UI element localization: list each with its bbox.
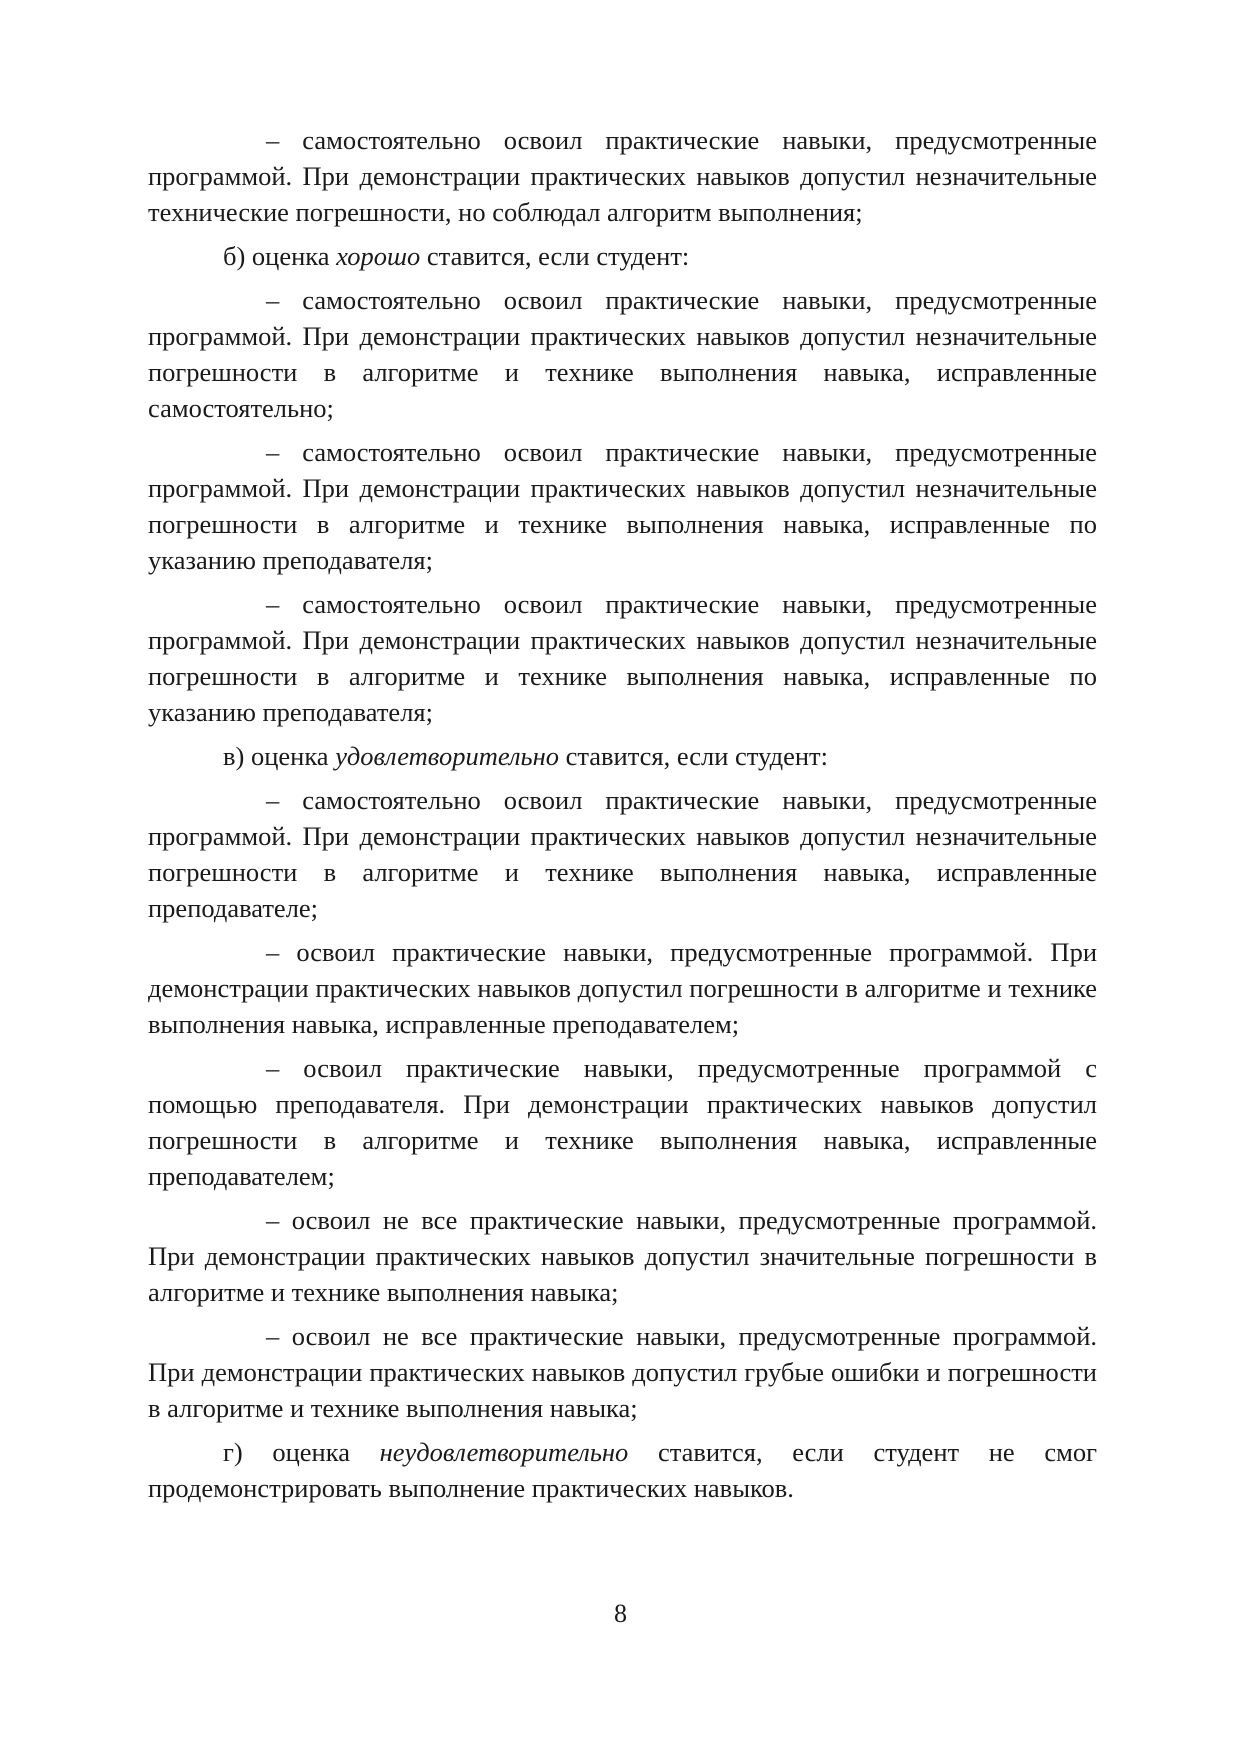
criterion-item: – самостоятельно освоил практические навыки, предусмотренные программой. При демонстрации практических навыков допустил незначительные погрешности в алгоритме и технике выполнения навыка, исправленные преподавателе; bbox=[148, 785, 1097, 923]
grade-heading-prefix: в) оценка bbox=[223, 741, 336, 771]
criterion-item: – самостоятельно освоил практические навыки, предусмотренные программой. При демонстрации практических навыков допустил незначительные погрешности в алгоритме и технике выполнения навыка, исправленные самостоятельно; bbox=[148, 285, 1097, 423]
grade-heading-unsatisfactory bbox=[148, 1434, 1097, 1506]
page-number: 8 bbox=[614, 1599, 627, 1628]
grade-heading-suffix: ставится, если студент: bbox=[420, 241, 690, 271]
criterion-item: – самостоятельно освоил практические навыки, предусмотренные программой. При демонстрации практических навыков допустил незначительные погрешности в алгоритме и технике выполнения навыка, исправленные по указанию преподавателя; bbox=[148, 437, 1097, 575]
criterion-item: – освоил не все практические навыки, предусмотренные программой. При демонстрации практических навыков допустил грубые ошибки и погрешности в алгоритме и технике выполнения навыка; bbox=[148, 1321, 1097, 1423]
criterion-item: – освоил не все практические навыки, предусмотренные программой. При демонстрации практических навыков допустил значительные погрешности в алгоритме и технике выполнения навыка; bbox=[148, 1205, 1097, 1307]
criterion-item: – освоил практические навыки, предусмотренные программой. При демонстрации практических навыков допустил погрешности в алгоритме и технике выполнения навыка, исправленные преподавателем; bbox=[148, 937, 1097, 1039]
grade-name: хорошо bbox=[336, 241, 421, 271]
grade-heading-prefix: г) оценка bbox=[223, 1437, 380, 1467]
criterion-item: – самостоятельно освоил практические навыки, предусмотренные программой. При демонстрации практических навыков допустил незначительные погрешности в алгоритме и технике выполнения навыка, исправленные по указанию преподавателя; bbox=[148, 589, 1097, 727]
criterion-item: – освоил практические навыки, предусмотренные программой с помощью преподавателя. При демонстрации практических навыков допустил погрешности в алгоритме и технике выполнения навыка, исправленные преподавателем; bbox=[148, 1053, 1097, 1191]
grade-heading-suffix: ставится, если студент не смог продемонстрировать выполнение практических навыков. bbox=[148, 1437, 1097, 1503]
grade-name: удовлетворительно bbox=[335, 741, 559, 771]
grade-heading-suffix: ставится, если студент: bbox=[558, 741, 828, 771]
grade-heading-satisfactory bbox=[148, 738, 1097, 774]
grade-name: неудовлетворительно bbox=[379, 1437, 629, 1467]
page-body bbox=[148, 122, 1097, 1514]
grade-heading-good bbox=[148, 238, 1097, 274]
grade-heading-prefix: б) оценка bbox=[223, 241, 337, 271]
criterion-item: – самостоятельно освоил практические навыки, предусмотренные программой. При демонстрации практических навыков допустил незначительные технические погрешности, но соблюдал алгоритм выполнения; bbox=[148, 125, 1097, 227]
